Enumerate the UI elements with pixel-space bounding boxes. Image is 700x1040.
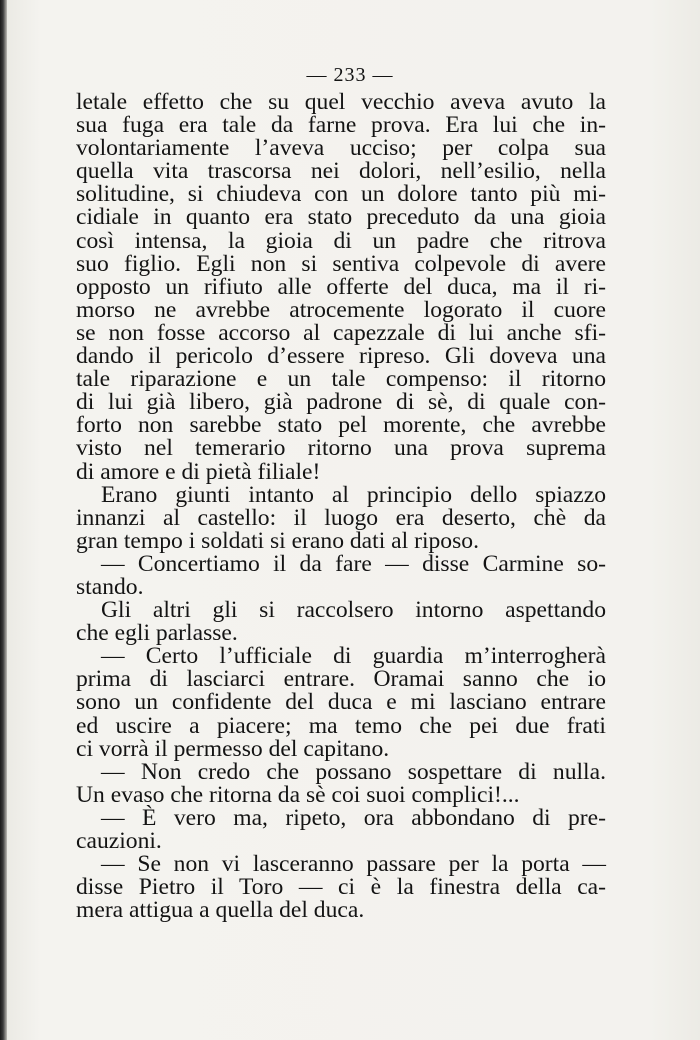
text-line: morso ne avrebbe atrocemente logorato il cuore — [76, 296, 606, 323]
text-line: così intensa, la gioia di un padre che ritrova — [76, 227, 606, 254]
page-number: — 233 — — [306, 64, 394, 86]
text-line: — Certo l’ufficiale di guardia m’interrogherà — [101, 643, 606, 670]
text-line: — È vero ma, ripeto, ora abbondano di pre- — [101, 804, 606, 831]
text-line: Gli altri gli si raccolsero intorno aspettando — [101, 597, 606, 624]
text-line: gran tempo i soldati si erano dati al riposo. — [76, 527, 479, 554]
text-line: — Se non vi lasceranno passare per la porta — — [101, 851, 606, 878]
text-line: Un evaso che ritorna da sè coi suoi complici!... — [76, 781, 520, 808]
text-line: ci vorrà il permesso del capitano. — [76, 735, 390, 762]
text-line: mera attigua a quella del duca. — [76, 897, 365, 924]
text-line: di lui già libero, già padrone di sè, di quale con- — [76, 389, 606, 416]
text-line: — Concertiamo il da fare — disse Carmine so- — [101, 550, 606, 577]
text-line: quella vita trascorsa nei dolori, nell’esilio, nella — [76, 158, 606, 185]
text-line: visto nel temerario ritorno una prova suprema — [76, 435, 606, 462]
text-line: cidiale in quanto era stato preceduto da una gioia — [76, 204, 606, 231]
text-line: sono un confidente del duca e mi lasciano entrare — [76, 689, 606, 716]
text-line: se non fosse accorso al capezzale di lui anche sfi- — [76, 319, 606, 346]
text-line: Erano giunti intanto al principio dello spiazzo — [101, 481, 606, 508]
text-line: letale effetto che su quel vecchio aveva avuto la — [76, 89, 606, 115]
text-line: opposto un rifiuto alle offerte del duca, ma il ri- — [76, 273, 606, 300]
text-line: che egli parlasse. — [76, 620, 238, 647]
text-line: prima di lasciarci entrare. Oramai sanno che io — [76, 666, 606, 693]
text-line: sua fuga era tale da farne prova. Era lui che in- — [76, 112, 606, 139]
text-line: innanzi al castello: il luogo era deserto, chè da — [76, 504, 606, 531]
text-line: disse Pietro il Toro — ci è la finestra della ca- — [76, 874, 606, 901]
page-binding-edge — [0, 0, 7, 1040]
text-line: — Non credo che possano sospettare di nulla. — [101, 758, 606, 785]
text-line: suo figlio. Egli non si sentiva colpevole di avere — [76, 250, 606, 277]
body-text — [76, 91, 606, 922]
text-line: ed uscire a piacere; ma temo che pei due frati — [76, 712, 606, 739]
text-line: tale riparazione e un tale compenso: il ritorno — [76, 366, 606, 393]
text-line: di amore e di pietà filiale! — [76, 458, 321, 485]
text-line: dando il pericolo d’essere ripreso. Gli doveva una — [76, 343, 606, 370]
text-line: cauzioni. — [76, 828, 162, 854]
text-line: forto non sarebbe stato pel morente, che avrebbe — [76, 412, 606, 439]
text-line: stando. — [76, 573, 144, 600]
text-line: solitudine, si chiudeva con un dolore tanto più mi- — [76, 181, 606, 208]
text-line: volontariamente l’aveva ucciso; per colpa sua — [76, 135, 606, 162]
